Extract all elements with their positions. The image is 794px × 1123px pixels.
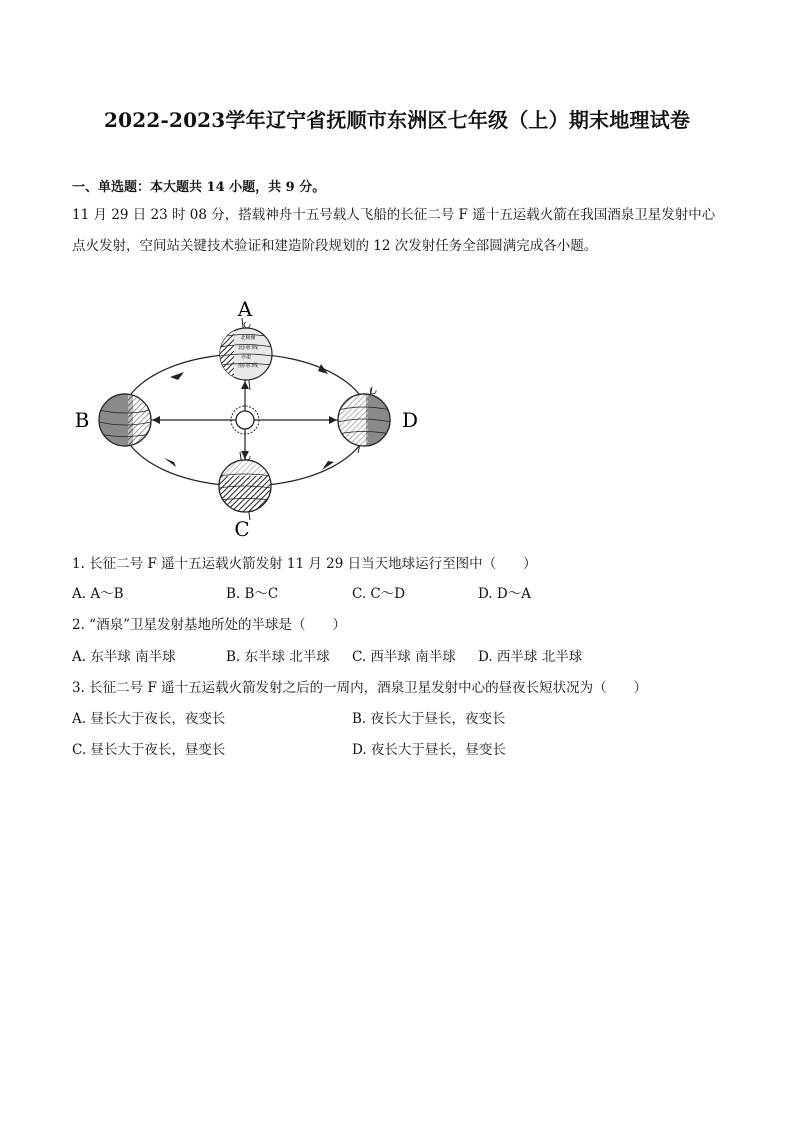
section-heading: 一、单选题：本大题共 14 小题，共 9 分。 [72,180,326,195]
q1-option-b[interactable]: B. B～C [226,586,279,602]
intro-line-1: 11 月 29 日 23 时 08 分，搭载神舟十五号载人飞船的长征二号 F 遥十五运载火箭在我国酒泉卫星发射中心 [72,207,716,223]
question-3-stem: 3. 长征二号 F 遥十五运载火箭发射之后的一周内，酒泉卫星发射中心的昼夜长短状况为（ ） [72,680,648,696]
q2-option-d[interactable]: D. 西半球 北半球 [478,649,583,665]
q2-option-c[interactable]: C. 西半球 南半球 [352,649,456,665]
globe-a-line-4: 南回归线 [237,363,259,369]
q1-option-c[interactable]: C. C～D [352,586,406,602]
earth-globe-c [219,452,271,520]
q2-option-b[interactable]: B. 东半球 北半球 [226,649,330,665]
q1-option-d[interactable]: D. D～A [478,586,531,602]
arrow-head-left [152,416,160,424]
q3-option-b[interactable]: B. 夜长大于昼长，夜变长 [352,711,506,727]
question-1-stem: 1. 长征二号 F 遥十五运载火箭发射 11 月 29 日当天地球运行至图中（ ） [72,556,537,572]
arrow-head-up [241,381,249,389]
q3-option-c[interactable]: C. 昼长大于夜长，昼变长 [72,742,226,758]
label-a: A [237,297,253,321]
earth-globe-d [338,387,390,453]
globe-a-line-3: 赤道 [240,354,252,360]
arrow-head-right [329,416,337,424]
intro-line-2: 点火发射，空间站关键技术验证和建造阶段规划的 12 次发射任务全部圆满完成各小题。 [72,238,598,254]
earth-globe-a [220,318,272,390]
q3-option-a[interactable]: A. 昼长大于夜长，夜变长 [72,711,226,727]
exam-title: 2022-2023学年辽宁省抚顺市东洲区七年级（上）期末地理试卷 [103,108,691,132]
globe-a-line-1: 北极圈 [240,335,256,341]
q1-option-a[interactable]: A. A～B [72,586,124,602]
earth-orbit-diagram [66,292,426,542]
label-c: C [234,517,250,541]
label-d: D [401,408,419,432]
q3-option-d[interactable]: D. 夜长大于昼长，昼变长 [352,742,506,758]
label-b: B [74,408,90,432]
globe-a-line-2: 北回归线 [237,345,259,351]
q2-option-a[interactable]: A. 东半球 南半球 [72,649,176,665]
earth-globe-b [99,394,152,446]
question-2-stem: 2. “酒泉”卫星发射基地所处的半球是（ ） [72,617,346,633]
